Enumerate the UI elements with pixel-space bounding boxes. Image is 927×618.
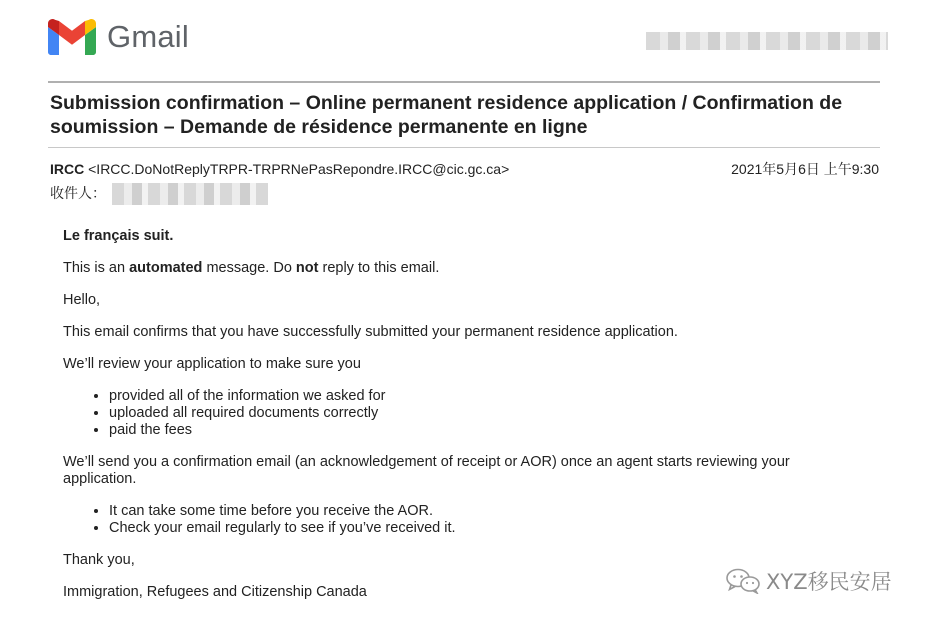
recipient-redacted: [112, 183, 268, 205]
aor-text: We’ll send you a confirmation email (an acknowledgement of receipt or AOR) once an agent starts reviewing your application.: [63, 454, 790, 487]
list-item: • uploaded all required documents correctly: [109, 405, 843, 422]
review-list: [63, 388, 843, 439]
confirmation-text: This email confirms that you have successfully submitted your permanent residence application.: [63, 324, 678, 340]
list-item: • Check your email regularly to see if you’ve received it.: [109, 520, 843, 537]
watermark: [726, 566, 892, 596]
greeting: Hello,: [63, 292, 101, 308]
sender-address[interactable]: <IRCC.DoNotReplyTRPR-TRPRNePasRepondre.IRCC@cic.gc.ca>: [88, 161, 510, 177]
email-date: 2021年5月6日 上午9:30: [731, 161, 879, 177]
thanks: Thank you,: [63, 552, 135, 568]
recipient-row: [50, 181, 268, 205]
header-divider: [48, 81, 880, 83]
aor-list: [63, 503, 843, 537]
list-item: • It can take some time before you receive the AOR.: [109, 503, 843, 520]
sender-row: [50, 160, 509, 178]
automated-pre: This is an: [63, 260, 130, 276]
not-bold: not: [295, 260, 319, 276]
gmail-logo[interactable]: [48, 19, 189, 55]
email-body: [63, 228, 843, 616]
sender-name: IRCC: [50, 161, 85, 177]
automated-notice: [63, 260, 843, 277]
automated-mid: message. Do: [202, 260, 296, 276]
automated-bold: automated: [129, 260, 203, 276]
list-item: • provided all of the information we asked for: [109, 388, 843, 405]
gmail-wordmark: Gmail: [107, 19, 189, 54]
gmail-logo-icon: [48, 19, 96, 55]
signature: Immigration, Refugees and Citizenship Canada: [63, 584, 367, 600]
email-subject: Submission confirmation – Online permanent residence application / Confirmation de soumission – Demande de résidence permanente en ligne: [50, 92, 843, 138]
list-item: • paid the fees: [109, 422, 843, 439]
automated-post: reply to this email.: [318, 260, 440, 276]
french-follows-notice: Le français suit.: [63, 228, 174, 244]
subject-divider: [48, 147, 880, 148]
recipient-label: 收件人：: [50, 185, 106, 201]
account-email-redacted: [646, 32, 888, 50]
watermark-text: XYZ移民安居: [766, 570, 892, 594]
review-intro: We’ll review your application to make sure you: [63, 356, 361, 372]
wechat-icon: [726, 568, 760, 594]
